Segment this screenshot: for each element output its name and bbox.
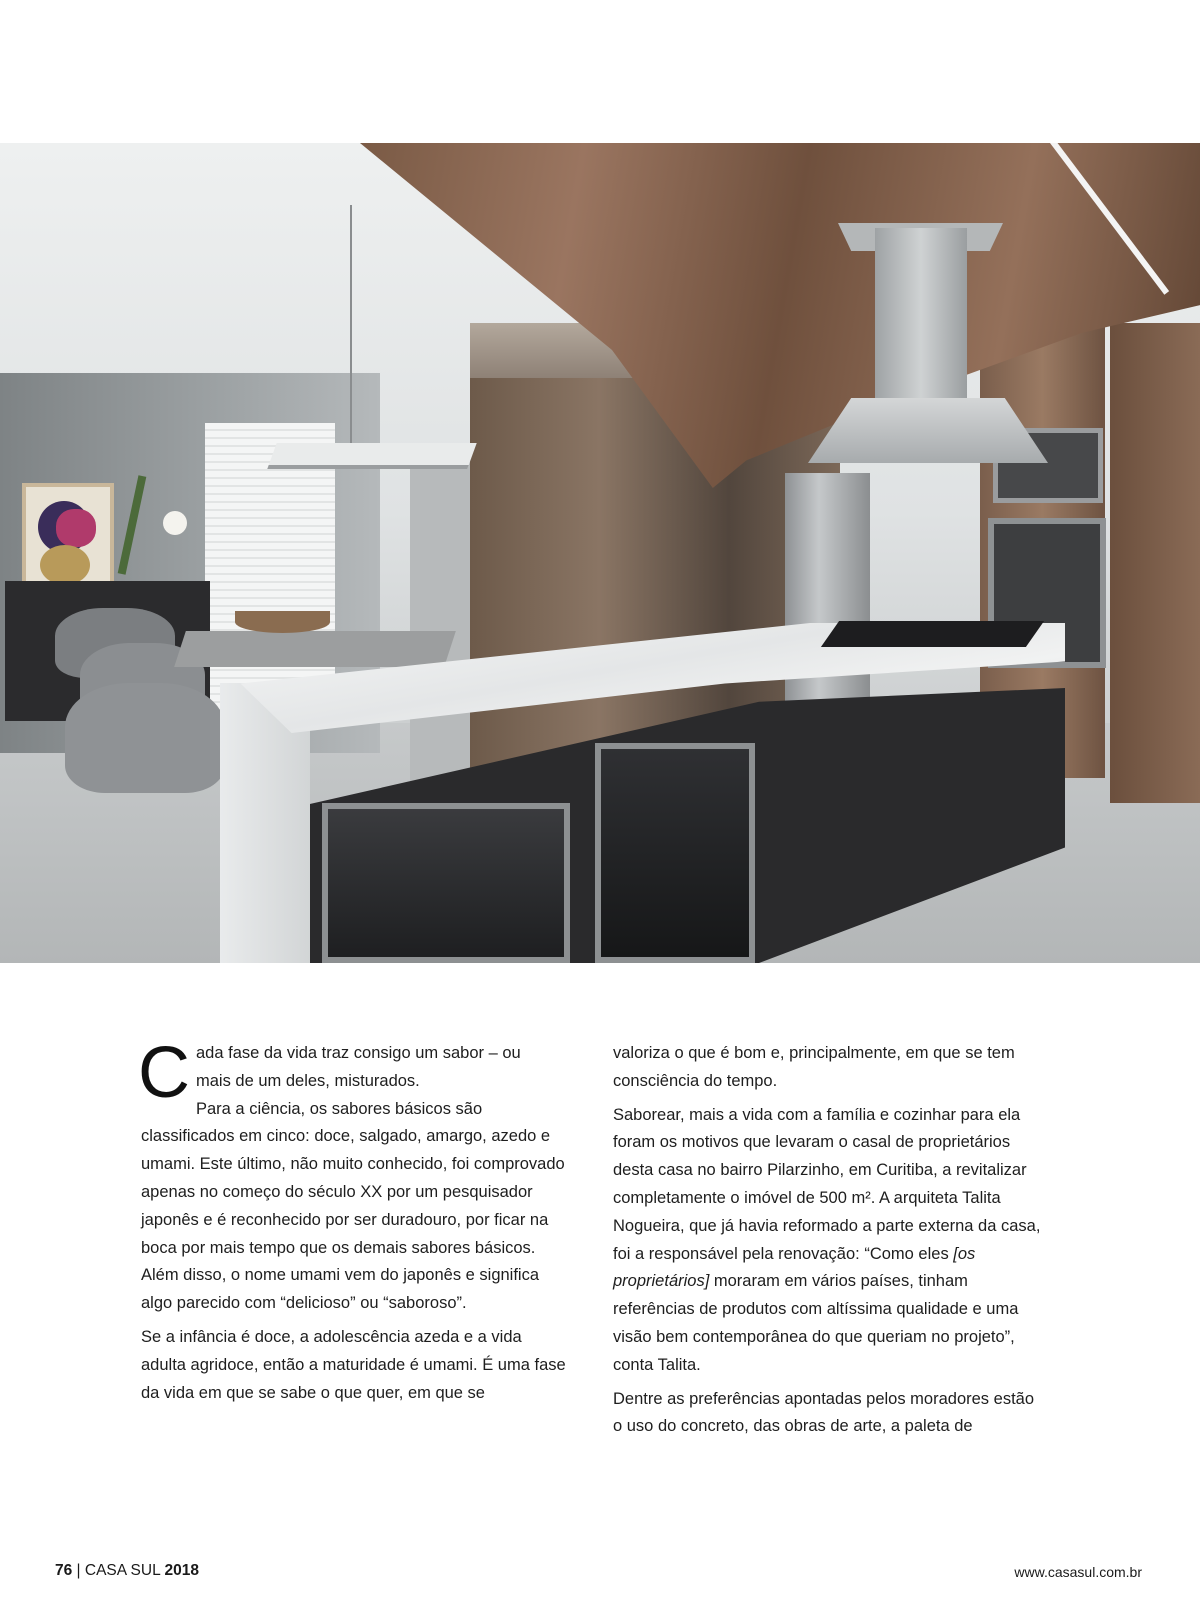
paragraph-text: moraram em vários países, tinham referências de produtos com altíssima qualidade e uma visão bem contemporânea do que queriam no projeto”, conta Talita. <box>613 1272 1019 1374</box>
photo-pendant-lamp <box>267 443 476 469</box>
magazine-name: CASA SUL <box>84 1562 161 1579</box>
page-number: 76 <box>55 1562 73 1579</box>
paragraph: valoriza o que é bom e, principalmente, em que se tem consciência do tempo. <box>613 1044 1015 1090</box>
photo-right-wall <box>1110 323 1200 803</box>
photo-lamp <box>163 511 187 535</box>
photo-pendant-wire <box>350 205 352 445</box>
drop-cap: C <box>138 1033 190 1113</box>
paragraph <box>138 1033 571 1318</box>
photo-chair <box>65 683 225 793</box>
footer-website: www.casasul.com.br <box>1014 1564 1142 1580</box>
photo-cooktop <box>821 621 1044 647</box>
paragraph-emphasis: [os proprietários] <box>613 1244 976 1291</box>
photo-wine-cooler-left <box>322 803 570 963</box>
paragraph-text: Saborear, mais a vida com a família e cozinhar para ela foram os motivos que levaram o casal de proprietários desta casa no bairro Pilarzinho, em Curitiba, a revitalizar completamente o imóvel de 500 m². A arquiteta Talita Nogueira, que já havia reformado a parte externa da casa, foi a responsável pela renovação: “Como eles <box>613 1105 1041 1263</box>
footer-folio <box>55 1562 199 1580</box>
photo-hood-chimney <box>875 228 967 423</box>
footer-separator: | <box>72 1562 85 1579</box>
paragraph-text: ada fase da vida traz consigo um sabor – ou <box>196 1044 521 1062</box>
kitchen-photo <box>0 143 1200 963</box>
photo-wine-cooler-right <box>595 743 755 963</box>
photo-bowl <box>235 611 330 633</box>
photo-dining-table <box>174 631 456 667</box>
paragraph-text: Para a ciência, os sabores básicos são classificados em cinco: doce, salgado, amargo, azedo e umami. Este último, não muito conhecido, foi comprovado apenas no começo do século XX por um pesquisador japonês e é reconhecido por ser duradouro, por ficar na boca por mais tempo que os demais sabores básicos. Além disso, o nome umami vem do japonês e significa algo parecido com “delicioso” ou “saboroso”. <box>141 1099 565 1313</box>
issue-year: 2018 <box>164 1562 199 1579</box>
paragraph: Dentre as preferências apontadas pelos moradores estão o uso do concreto, das obras de arte, a paleta de <box>613 1389 1034 1436</box>
article-column-left <box>138 1033 571 1413</box>
article-column-right <box>613 1040 1043 1447</box>
paragraph: Se a infância é doce, a adolescência azeda e a vida adulta agridoce, então a maturidade é umami. É uma fase da vida em que se sabe o que quer, em que se <box>141 1327 566 1402</box>
paragraph-text: mais de um deles, misturados. <box>196 1071 420 1090</box>
paragraph <box>613 1102 1043 1380</box>
